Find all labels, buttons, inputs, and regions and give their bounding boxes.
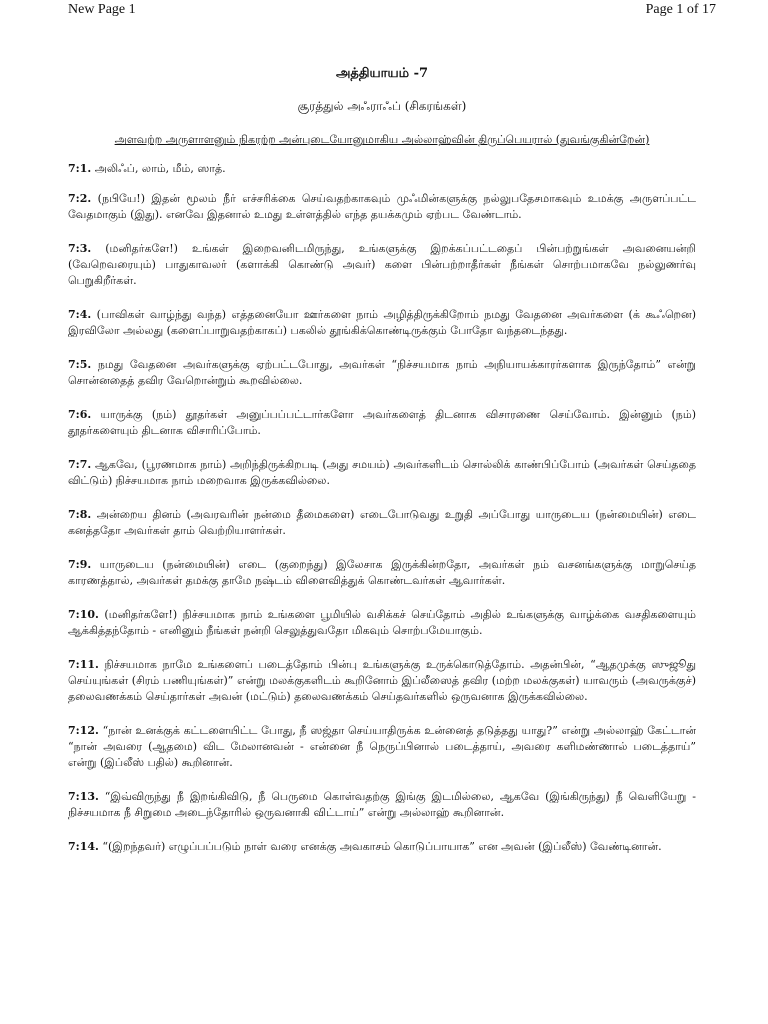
verse-number: 7:8. [68, 508, 92, 521]
verse-7-12 [68, 723, 696, 771]
header-page-count: Page 1 of 17 [645, 2, 716, 17]
verse-text: அன்றைய தினம் (அவரவரின் நன்மை தீமைகளை) எடைபோடுவது உறுதி அப்போது யாருடைய (நன்மையின்) எடை கனத்ததோ அவர்கள் தாம் வெற்றியாளர்கள். [68, 508, 696, 537]
header-page-name: New Page 1 [68, 2, 136, 17]
verse-text: நிச்சயமாக நாமே உங்களைப் படைத்தோம் பின்பு உங்களுக்கு உருக்கொடுத்தோம். அதன்பின், “ஆதமுக்கு ஸுஜூது செய்யுங்கள் (சிரம் பணியுங்கள்)” என்று மலக்குகளிடம் கூறினோம் இப்லீஸைத் தவிர (மற்ற மலக்குகள்) யாவரும் (அவருக்குச்) தலைவணக்கம் செய்தார்கள் அவன் (மட்டும்) தலைவணக்கம் செய்தவர்களில் ஒருவனாக இருக்கவில்லை. [68, 658, 696, 703]
verse-number: 7:1. [68, 162, 92, 175]
bismillah-line [68, 132, 696, 147]
verse-text: (பாவிகள் வாழ்ந்து வந்த) எத்தனையோ ஊர்களை நாம் அழித்திருக்கிறோம் நமது வேதனை அவர்களை (க் கூஃறென) இரவிலோ அல்லது (களைப்பாறுவதற்காகப்) பகலில் தூங்கிக்கொண்டிருக்கும் போதோ வந்தடைந்தது. [68, 308, 696, 337]
verse-number: 7:7. [68, 458, 92, 471]
verse-7-13 [68, 789, 696, 821]
verse-7-10 [68, 607, 696, 639]
verse-7-3 [68, 241, 696, 289]
verse-number: 7:3. [68, 242, 92, 255]
verse-number: 7:14. [68, 840, 99, 853]
verse-7-8 [68, 507, 696, 539]
verse-text: அலிஃப், லாம், மீம், ஸாத். [94, 162, 226, 175]
verse-7-9 [68, 557, 696, 589]
verse-text: “நான் உனக்குக் கட்டளையிட்ட போது, நீ ஸஜ்தா செய்யாதிருக்க உன்னைத் தடுத்தது யாது?” என்று அல்லாஹ் கேட்டான் “நான் அவரை (ஆதமை) விட மேலானவன் - என்னை நீ நெருப்பினால் படைத்தாய், அவரை களிமண்ணால் படைத்தாய்” என்று (இப்லீஸ் பதில்) கூறினான். [68, 724, 697, 769]
verse-7-4 [68, 307, 696, 339]
page-header [0, 0, 768, 26]
verse-number: 7:10. [68, 608, 99, 621]
verse-text: “இவ்விருந்து நீ இறங்கிவிடு, நீ பெருமை கொள்வதற்கு இங்கு இடமில்லை, ஆகவே (இங்கிருந்து) நீ வெளியேறு - நிச்சயமாக நீ சிறுமை அடைந்தோரில் ஒருவனாகி விட்டாய்” என்று அல்லாஹ் கூறினான். [68, 790, 697, 819]
verse-7-11 [68, 657, 696, 705]
verse-7-14 [68, 839, 696, 855]
bismillah-text: அளவற்ற அருளாளனும் நிகரற்ற அன்புடையோனுமாகிய அல்லாஹ்வின் திருப்பெயரால் (துவங்குகின்றேன்) [114, 133, 650, 146]
verse-7-6 [68, 407, 696, 439]
verse-number: 7:12. [68, 724, 99, 737]
verse-number: 7:2. [68, 192, 92, 205]
verse-number: 7:11. [68, 658, 99, 671]
verse-number: 7:13. [68, 790, 99, 803]
verse-number: 7:5. [68, 358, 92, 371]
document-body [68, 66, 696, 855]
verse-7-1 [68, 161, 696, 177]
verse-text: ஆகவே, (பூரணமாக நாம்) அறிந்திருக்கிறபடி (அது சமயம்) அவர்களிடம் சொல்லிக் காண்பிப்போம் (அவர்கள் செய்ததை விட்டும்) நிச்சயமாக நாம் மறைவாக இருக்கவில்லை. [68, 458, 696, 487]
verse-7-7 [68, 457, 696, 489]
verse-text: யாருக்கு (நம்) தூதர்கள் அனுப்பப்பட்டார்களோ அவர்களைத் திடனாக விசாரணை செய்வோம். இன்னும் (நம்) தூதர்களையும் திடனாக விசாரிப்போம். [68, 408, 696, 437]
verse-text: (நபியே!) இதன் மூலம் நீர் எச்சரிக்கை செய்வதற்காகவும் முஃமின்களுக்கு நல்லுபதேசமாகவும் உமக்கு அருளப்பட்ட வேதமாகும் (இது). எனவே இதனால் உமது உள்ளத்தில் எந்த தயக்கமும் ஏற்பட வேண்டாம். [68, 192, 696, 221]
verse-text: (மனிதர்களே!) நிச்சயமாக நாம் உங்களை பூமியில் வசிக்கச் செய்தோம் அதில் உங்களுக்கு வாழ்க்கை வசதிகளையும் ஆக்கித்தந்தோம் - எனினும் நீங்கள் நன்றி செலுத்துவதோ மிகவும் சொற்பமேயாகும். [68, 608, 697, 637]
verse-number: 7:6. [68, 408, 92, 421]
verse-number: 7:4. [68, 308, 92, 321]
verse-text: யாருடைய (நன்மையின்) எடை (குறைந்து) இலேசாக இருக்கின்றதோ, அவர்கள் நம் வசனங்களுக்கு மாறுசெய்த காரணத்தால், அவர்கள் தமக்கு தாமே நஷ்டம் விளைவித்துக் கொண்டவர்கள் ஆவார்கள். [68, 558, 696, 587]
verse-7-5 [68, 357, 696, 389]
verse-text: நமது வேதனை அவர்களுக்கு ஏற்பட்டபோது, அவர்கள் “நிச்சயமாக நாம் அநியாயக்காரர்களாக இருந்தோம்” என்று சொன்னதைத் தவிர வேறொன்றும் கூறவில்லை. [68, 358, 697, 387]
verse-text: (மனிதர்களே!) உங்கள் இறைவனிடமிருந்து, உங்களுக்கு இறக்கப்பட்டதைப் பின்பற்றுங்கள் அவனையன்றி (வேறெவரையும்) பாதுகாவலர் (களாக்கி கொண்டு அவர்) களை பின்பற்றாதீர்கள் நீங்கள் சொற்பமாகவே நல்லுணர்வு பெறுகிறீர்கள். [68, 242, 696, 287]
verse-number: 7:9. [68, 558, 92, 571]
chapter-title: அத்தியாயம் -7 [335, 66, 429, 81]
verse-text: “(இறந்தவர்) எழுப்பப்படும் நாள் வரை எனக்கு அவகாசம் கொடுப்பாயாக” என அவன் (இப்லீஸ்) வேண்டினான். [102, 840, 662, 853]
verse-7-2 [68, 191, 696, 223]
surah-title: சூரத்துல் அஃராஃப் (சிகரங்கள்) [297, 99, 467, 113]
